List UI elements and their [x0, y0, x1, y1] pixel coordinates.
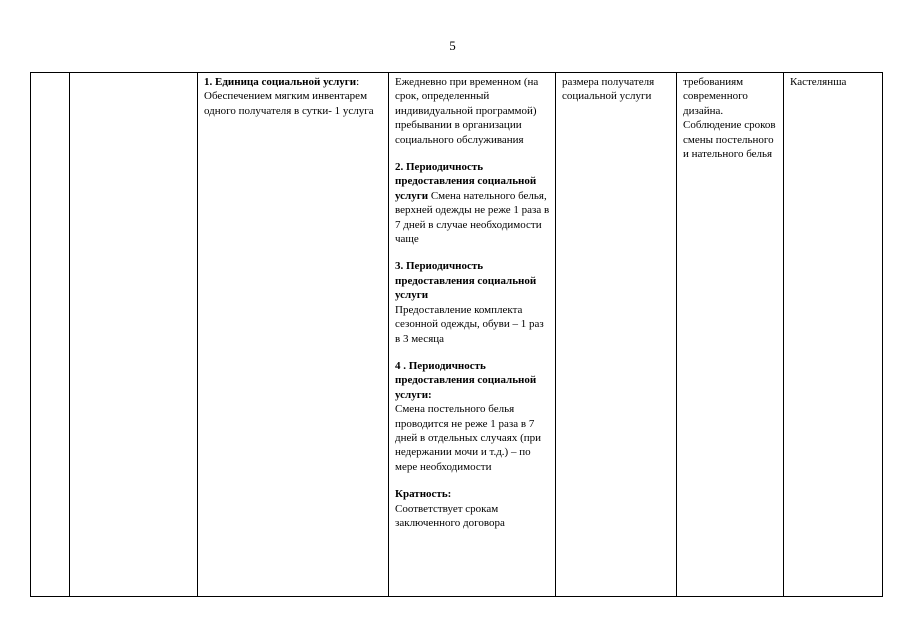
periodicity-item-2 [395, 160, 550, 246]
services-table [30, 72, 883, 597]
page-number: 5 [449, 38, 456, 53]
periodicity-item-4 [395, 359, 550, 474]
periodicity-item-heading: 3. Периодичность предоставления социальной услуги [395, 260, 537, 302]
cell-requirements: требованиям современного дизайна. Соблюдение сроков смены постельного и нательного белья [677, 73, 784, 597]
service-unit-heading: 1. Единица социальной услуги [204, 76, 357, 88]
multiplicity-heading: Кратность: [395, 488, 452, 501]
cell-responsible: Кастелянша [784, 73, 883, 597]
multiplicity-text: Соответствует срокам заключенного договора [395, 502, 505, 529]
cell-empty-1 [31, 73, 70, 597]
cell-service-unit [198, 73, 389, 597]
periodicity-item-heading: 2. Периодичность предоставления социальной услуги [395, 161, 537, 202]
periodicity-item-text: Смена нательного белья, верхней одежды не реже 1 раза в 7 дней в случае необходимости чаще [395, 189, 550, 246]
cell-empty-2 [70, 73, 198, 597]
periodicity-item-text: Предоставление комплекта сезонной одежды, обуви – 1 раз в 3 месяца [395, 303, 544, 345]
periodicity-intro: Ежедневно при временном (на срок, определенный индивидуальной программой) пребывании в организации социального обслуживания [395, 76, 539, 146]
periodicity-item-3 [395, 259, 550, 345]
table-row [31, 73, 883, 597]
multiplicity-item [395, 487, 550, 530]
cell-periodicity [389, 73, 556, 597]
periodicity-item-heading: 4 . Периодичность предоставления социальной услуги: [395, 359, 537, 401]
cell-recipient-size: размера получателя социальной услуги [556, 73, 677, 597]
service-unit-heading-suffix: : [356, 76, 360, 88]
service-unit-text: Обеспечением мягким инвентарем одного получателя в сутки- 1 услуга [204, 90, 374, 117]
periodicity-item-text: Смена постельного белья проводится не реже 1 раза в 7 дней в отдельных случаях (при недержании мочи и т.д.) – по мере необходимости [395, 403, 542, 473]
